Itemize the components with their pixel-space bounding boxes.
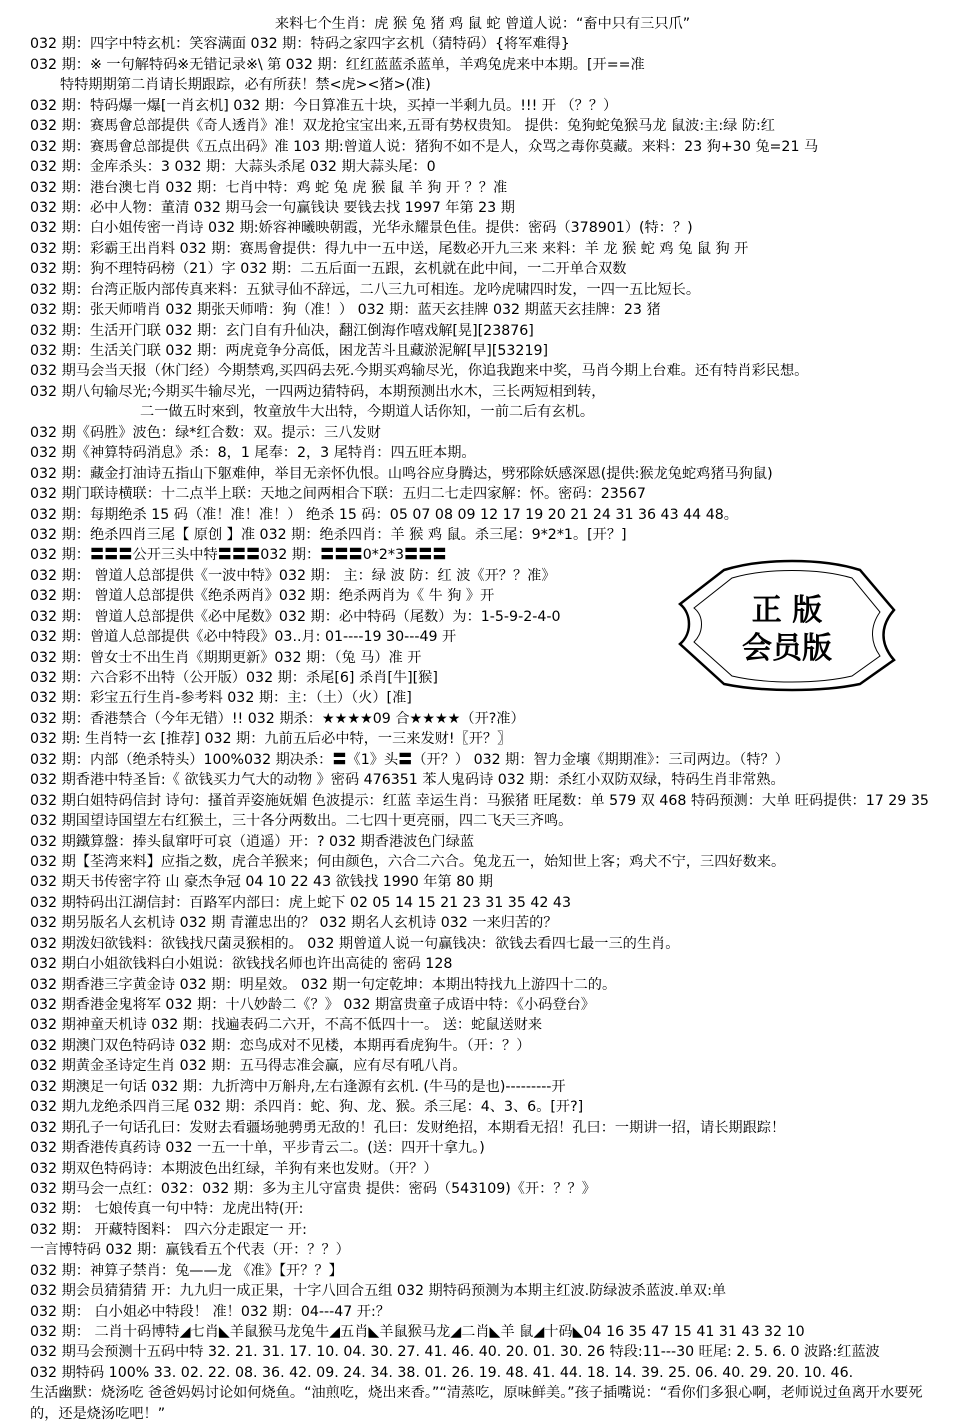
text-line: 032 期会员猜猜猜 开：九九归一成正果，十字八回合五组 032 期特码预测为本期主红波.防绿波杀蓝波.单双:单: [30, 1283, 727, 1300]
humor-paragraph: 生活幽默：烧汤吃 爸爸妈妈讨论如何烧鱼。“油煎吃，烧出来香。”“清蒸吃，原味鲜美。”孩子插嘴说：“看你们多狠心啊，老师说过鱼离开水要死的，还是烧汤吃吧！”: [30, 1385, 923, 1422]
text-line: 032 期：特码爆一爆[一肖玄机] 032 期：今日算准五十块，买掉一半剩九员。!!! 开 （？？）: [30, 97, 618, 114]
text-line: 032 期《神算特码消息》杀：8，1 尾奉：2，3 尾特肖：四五旺本期。: [30, 445, 476, 462]
text-line: 032 期：必中人物：董清 032 期马会一句赢钱诀 要钱去找 1997 年第 23 期: [30, 199, 515, 216]
text-line: 032 期：彩宝五行生肖-参考料 032 期：主：（土）（火）[准]: [30, 690, 412, 707]
text-line: 一言博特码 032 期：赢钱看五个代表（开：？？）: [30, 1242, 350, 1259]
text-line: 032 期孔子一句话孔曰：发财去看疆场驰骋勇无敌的！孔曰：发财绝招，本期看无招！孔曰：一期讲一招，请长期跟踪！: [30, 1119, 786, 1136]
text-line: 032 期另版名人玄机诗 032 期 青灌忠出的？ 032 期名人玄机诗 032 一来归苦的？: [30, 915, 558, 932]
header-line: 来料七个生肖：虎 猴 兔 猪 鸡 鼠 蛇 曾道人说：“畜中只有三只爪”: [274, 16, 691, 32]
text-line: 032 期：生活开门联 032 期：玄门自有升仙决，翻江倒海作嘻戏解[晃][23876]: [30, 322, 534, 339]
text-line: 032 期香港金鬼将军 032 期：十八妙龄二《？》 032 期富贵童子成语中特：《小码登台》: [30, 997, 595, 1014]
text-line: 032 期：台湾正版内部传真来料：五狱寻仙不辞远，二八三九可相连。龙吟虎啸四时发，一四一五比短长。: [30, 281, 701, 298]
text-line: 032 期天书传密字符 山 豪杰争冠 04 10 22 43 欲钱找 1990 年第 80 期: [30, 874, 493, 891]
document-body: [30, 14, 935, 1424]
text-line: 032 期：港台澳七肖 032 期：七肖中特：鸡 蛇 兔 虎 猴 鼠 羊 狗 开 ？？准: [30, 179, 508, 196]
text-line: 032 期： 白小姐必中特段！ 准！032 期：04---47 开:？: [30, 1303, 390, 1320]
text-line: 032 期马会预测十五码中特 32. 21. 31. 17. 10. 04. 30. 27. 41. 46. 40. 20. 01. 30. 26 特段:11---30 旺尾: 2. 5. 6. 0 波路:红蓝波: [30, 1344, 880, 1361]
text-line: 032 期：曾女士不出生肖《期期更新》032 期：（兔 马）准 开: [30, 649, 422, 666]
text-line: 032 期：曾道人总部提供《必中特段》03..月: 01----19 30---49 开: [30, 629, 457, 646]
text-line: 特特期期第二肖请长期跟踪，必有所获！禁<虎><猪>(准): [60, 77, 431, 94]
stamp-line-1: 正 版: [751, 593, 823, 628]
text-line: 032 期： 七娘传真一句中特：龙虎出特(开:: [30, 1201, 304, 1218]
text-line: 032 期：金库杀头：3 032 期：大蒜头杀尾 032 期大蒜头尾：0: [30, 159, 436, 176]
text-line: 032 期澳足一句话 032 期：九折湾中万斛舟,左右逢源有玄机. (牛马的是也)---------开: [30, 1078, 566, 1095]
text-line: 032 期： 二肖十码博特◢七肖◣羊鼠猴马龙兔牛◢五肖◣羊鼠猴马龙◢二肖◣羊 鼠◢十码◣04 16 35 47 15 41 31 43 32 10: [30, 1324, 805, 1341]
text-line: 032 期泼妇欲钱料：欲钱找尺菌灵猴相的。 032 期曾道人说一句赢钱决：欲钱去看四七最一三的生肖。: [30, 935, 680, 952]
text-line: 032 期马会一点红：032：032 期：多为主儿守富贵 提供：密码（543109)《开：？？》: [30, 1180, 596, 1197]
text-line: 032 期国望诗国望左右红猴土，三十各分两数出。二七四十更亮丽，四二飞天三齐鸣。: [30, 813, 573, 830]
text-line: 032 期九龙绝杀四肖三尾 032 期：杀四肖：蛇、狗、龙、猴。杀三尾：4、3、6。[开?]: [30, 1099, 584, 1116]
text-line: 032 期门联诗横联：十二点半上联：天地之间两相合下联：五归二七走四家解：怀。密码：23567: [30, 486, 646, 503]
text-line: 032 期：〓〓〓公开三头中特〓〓〓032 期：〓〓〓0*2*3〓〓〓: [30, 547, 447, 564]
text-line: 032 期鐵算盤：捧头鼠窜吁可哀（逍遥）开：? 032 期香港波色门绿蓝: [30, 833, 475, 850]
text-line: 032 期八句输尽光;今期买牛输尽光，一四两边猜特码，本期预测出水木，三长两短相到转，: [30, 383, 606, 400]
text-line: 032 期：内部（绝杀特头）100%032 期决杀：〓《1》头〓（开？） 032 期：智力金壤《期期准》：三司两边。（特？）: [30, 751, 789, 768]
text-line: 032 期香港传真药诗 032 一五一十单，平步青云二。(送：四开十拿九。): [30, 1140, 485, 1157]
genuine-member-edition-stamp: [672, 552, 902, 694]
text-line: 032 期：六合彩不出特（公开版）032 期：杀尾[6] 杀肖[牛][猴]: [30, 670, 438, 686]
text-line: 二一做五时來到，牧童放牛大出特，今期道人话你知，一前二后有玄机。: [140, 404, 595, 421]
text-line: 032 期双色特码诗：本期波色出红绿，羊狗有来也发财。（开？）: [30, 1160, 438, 1177]
text-line: 032 期：绝杀四肖三尾【 原创 】准 032 期：绝杀四肖：羊 猴 鸡 鼠。杀三尾：9*2*1。[开？]: [30, 526, 627, 543]
text-line: 032 期： 曾道人总部提供《绝杀两肖》032 期：绝杀两肖为《 牛 狗 》开: [30, 588, 495, 605]
text-line: 032 期：神算子禁肖：兔——龙 《准》【开？？】: [30, 1262, 343, 1279]
text-line: 032 期：张天师啃肖 032 期张天师啃：狗（准！） 032 期：蓝天玄挂牌 032 期蓝天玄挂牌：23 猪: [30, 302, 661, 319]
text-line: 032 期白姐特码信封 诗句：搔首弄姿施妩媚 色波提示：红蓝 幸运生肖：马猴猪 旺尾数：单 579 双 468 特码预测：大单 旺码提供：17 29 35: [30, 792, 929, 809]
text-line: 032 期： 曾道人总部提供《必中尾数》032 期：必中特码（尾数）为：1-5-9-2-4-0: [30, 608, 561, 625]
text-line: 032 期《码胜》波色：绿*红合数：双。提示：三八发财: [30, 424, 381, 441]
text-line: 032 期：※ 一句解特码※无错记录※\ 第 032 期：红红蓝蓝杀蓝单，羊鸡兔虎来中本期。[开==准: [30, 56, 645, 73]
text-line: 032 期： 曾道人总部提供《一波中特》032 期： 主：绿 波 防：红 波《开？？准》: [30, 567, 556, 584]
text-line: 032 期：每期绝杀 15 码（准！准！准！） 绝杀 15 码：05 07 08 09 12 17 19 20 21 24 31 36 43 44 48。: [30, 506, 738, 523]
text-line: 032 期：彩霸王出肖料 032 期：赛馬會提供：得九中一五中送，尾数必开九三来 来料：羊 龙 猴 蛇 鸡 兔 鼠 狗 开: [30, 240, 749, 257]
text-line: 032 期香港中特圣旨:《 欲钱买力气大的动物 》密码 476351 苯人鬼码诗 032 期：杀红小双防双绿，特码生肖非常熟。: [30, 772, 785, 789]
text-line: 032 期：赛馬會总部提供《奇人透肖》准！双龙抢宝宝出来,五哥有势权贵知。 提供：兔狗蛇兔猴马龙 鼠波:主:绿 防:红: [30, 118, 775, 135]
text-line: 032 期：香港禁合（今年无错）!! 032 期杀：★★★★09 合★★★★（开?准）: [30, 710, 525, 727]
text-line: 032 期神童天机诗 032 期：找遍表码二六开，不高不低四十一。 送：蛇鼠送财来: [30, 1017, 543, 1034]
text-line: 032 期黄金圣诗定生肖 032 期：五马得志准会赢，应有尽有吼八肖。: [30, 1058, 467, 1075]
text-line: 032 期香港三字黄金诗 032 期：明星效。 032 期一句定乾坤：本期出特找九上游四十二的。: [30, 976, 617, 993]
text-line: 032 期：藏金打油诗五指山下躯难伸，举目无亲怀仇恨。山鸣谷应身腾达，劈邪除妖感深恩(提供:猴龙兔蛇鸡猪马狗鼠): [30, 465, 773, 482]
text-line: 032 期澳门双色特码诗 032 期：恋鸟成对不见楼，本期再看虎狗牛。（开：？）: [30, 1037, 531, 1054]
text-line: 032 期：狗不理特码榜（21）字 032 期：二五后面一五跟，玄机就在此中间，一二开单合双数: [30, 261, 627, 278]
text-line: 032 期：赛馬會总部提供《五点出码》准 103 期:曾道人说：猪狗不如不是人，众骂之毒你莫藏。来料：23 狗+30 兔=21 马: [30, 138, 819, 155]
text-line: 032 期：白小姐传密一肖诗 032 期:娇容神曦映朝霞，光华永耀景色佳。提供：密码（378901）(特：？): [30, 220, 693, 237]
text-line: 032 期： 开藏特图料： 四六分走跟定一 开:: [30, 1221, 307, 1238]
text-line: 032 期【荃湾来料】应指之数，虎合羊猴来；何由颜色，六合二六合。兔龙五一，始知世上客；鸡犬不宁，三四好数来。: [30, 853, 786, 870]
text-line: 032 期：四字中特玄机：笑容满面 032 期：特码之家四字玄机（猜特码）{将军难得}: [30, 36, 570, 53]
text-line: 032 期特码出江湖信封：百路军内部曰：虎上蛇下 02 05 14 15 21 23 31 35 42 43: [30, 894, 571, 911]
text-line: 032 期白小姐欲钱料白小姐说：欲钱找名师也许出高徒的 密码 128: [30, 956, 453, 973]
stamp-line-2: 会员版: [742, 631, 832, 666]
text-line: 032 期：生活关门联 032 期：两虎竟争分高低，困龙苦斗且藏淤泥解[早][53219]: [30, 343, 549, 359]
text-line: 032 期特码 100% 33. 02. 22. 08. 36. 42. 09. 24. 34. 38. 01. 26. 19. 48. 41. 44. 18. 14. 39. 25. 06. 40. 29. 20. 10. 46.: [30, 1364, 854, 1381]
text-line: 032 期马会当天报（休门经）今期禁鸡,买四码去死.今期买鸡输尽光，你追我跑来中奖，马肖今期上台难。还有特肖彩民想。: [30, 363, 809, 380]
text-line: 032 期: 生肖特一玄 [推荐] 032 期：九前五后必中特，一三来发财!〖开？〗: [30, 731, 512, 748]
